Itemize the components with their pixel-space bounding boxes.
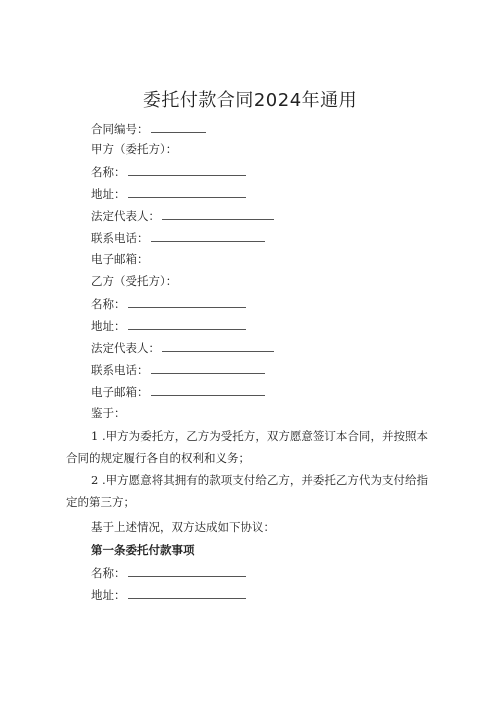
- party-a-name-label: 名称：: [91, 165, 126, 179]
- party-b-legal-rep-line: [91, 340, 274, 355]
- party-b-address-line: [91, 318, 246, 333]
- article-1-name-label: 名称：: [91, 566, 126, 580]
- party-a-address-line: [91, 186, 246, 201]
- party-a-phone-blank: [151, 230, 265, 242]
- whereas-label: 鉴于：: [91, 406, 126, 420]
- contract-number-blank: [151, 121, 206, 133]
- party-b-phone-line: [91, 362, 265, 377]
- party-b-phone-label: 联系电话：: [91, 363, 149, 377]
- document-title: 委托付款合同2024年通用: [142, 90, 358, 111]
- party-a-email-label: 电子邮箱：: [91, 252, 149, 266]
- article-1-address-blank: [128, 587, 246, 599]
- article-1-name-blank: [128, 565, 246, 577]
- party-b-name-label: 名称：: [91, 297, 126, 311]
- party-a-phone-label: 联系电话：: [91, 231, 149, 245]
- clause-1-paragraph: 1 .甲方为委托方，乙方为受托方，双方愿意签订本合同，并按照本合同的规定履行各自的权利和义务；: [66, 429, 428, 465]
- party-b-name-line: [91, 296, 246, 311]
- party-a-legal-rep-line: [91, 208, 274, 223]
- article-1-address-label: 地址：: [91, 588, 126, 602]
- party-a-phone-line: [91, 230, 265, 245]
- agreement-intro: 基于上述情况，双方达成如下协议：: [91, 520, 275, 534]
- party-a-legal-rep-blank: [162, 208, 274, 220]
- party-b-header: 乙方（受托方）：: [91, 274, 178, 288]
- party-a-header: 甲方（委托方）：: [91, 142, 178, 156]
- contract-number-line: [91, 121, 206, 136]
- party-a-name-line: [91, 164, 246, 179]
- party-b-name-blank: [128, 296, 246, 308]
- party-b-email-label: 电子邮箱：: [91, 385, 149, 399]
- party-b-address-blank: [128, 318, 246, 330]
- article-1-name-line: [91, 565, 246, 580]
- party-a-address-label: 地址：: [91, 187, 126, 201]
- party-a-email-line: [91, 252, 149, 266]
- party-a-legal-rep-label: 法定代表人：: [91, 209, 160, 223]
- party-b-email-blank: [151, 384, 265, 396]
- party-a-name-blank: [128, 164, 246, 176]
- party-b-address-label: 地址：: [91, 319, 126, 333]
- party-b-legal-rep-label: 法定代表人：: [91, 341, 160, 355]
- party-a-address-blank: [128, 186, 246, 198]
- party-b-email-line: [91, 384, 265, 399]
- article-1-address-line: [91, 587, 246, 602]
- party-b-phone-blank: [151, 362, 265, 374]
- party-b-legal-rep-blank: [162, 340, 274, 352]
- article-1-heading: 第一条委托付款事项: [91, 543, 195, 557]
- clause-2-paragraph: 2 .甲方愿意将其拥有的款项支付给乙方，并委托乙方代为支付给指定的第三方；: [66, 473, 428, 509]
- contract-number-label: 合同编号：: [91, 122, 149, 136]
